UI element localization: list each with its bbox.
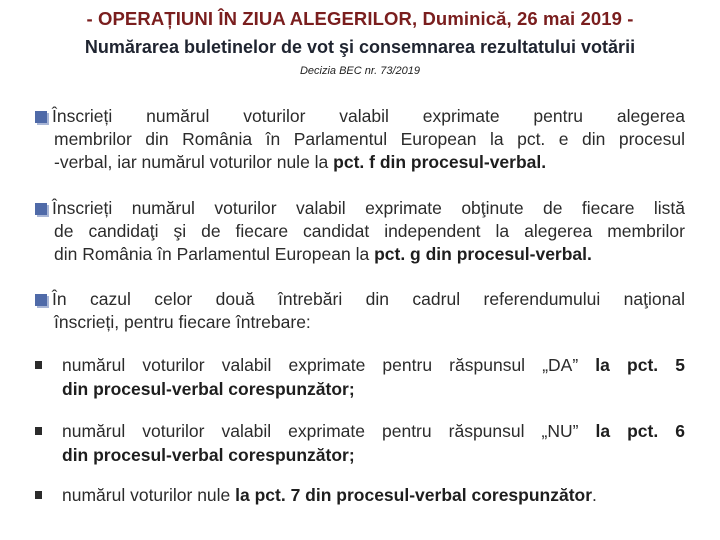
instruction-text-bold: pct. f din procesul-verbal. [333, 152, 547, 172]
instruction-text-bold: din procesul-verbal corespunzător; [62, 379, 355, 399]
instruction-text: din România în Parlamentul European la [54, 244, 375, 264]
square-bullet-icon [35, 491, 42, 499]
instruction-text: numărul voturilor valabil exprimate pentru răspunsul „NU” [62, 421, 596, 441]
instruction-text: Înscrieți numărul voturilor valabil exprimate pentru alegerea [52, 106, 685, 126]
instruction-item-1 [35, 105, 685, 174]
instruction-text-bold: la pct. 7 din procesul-verbal corespunzător [235, 485, 593, 505]
square-bullet-icon [35, 427, 42, 435]
instruction-text: înscrieți, pentru fiecare întrebare: [54, 312, 311, 332]
instruction-text: În cazul celor două întrebări din cadrul referendumului naţional [52, 289, 685, 309]
instruction-item-3 [35, 288, 685, 334]
page-subtitle: Numărarea buletinelor de vot şi consemnarea rezultatului votării [84, 37, 636, 57]
instruction-text: -verbal, iar numărul voturilor nule la [54, 152, 334, 172]
page-title: - OPERAȚIUNI ÎN ZIUA ALEGERILOR, Duminică, 26 mai 2019 - [86, 8, 634, 29]
instruction-text-bold: pct. g din procesul-verbal. [374, 244, 592, 264]
sub-instruction-item-1 [35, 353, 685, 401]
instruction-text: numărul voturilor nule [62, 485, 236, 505]
checkbox-bullet-icon [35, 111, 47, 123]
sub-instruction-item-2 [35, 419, 685, 467]
instruction-text: de candidaţi şi de fiecare candidat independent la alegerea membrilor [54, 221, 685, 241]
square-bullet-icon [35, 361, 42, 369]
instruction-text: . [592, 485, 597, 505]
checkbox-bullet-icon [35, 203, 47, 215]
instruction-text-bold: la pct. 5 [595, 355, 685, 375]
instruction-text: numărul voturilor valabil exprimate pentru răspunsul „DA” [62, 355, 596, 375]
decision-reference: Decizia BEC nr. 73/2019 [299, 65, 421, 77]
instruction-text: membrilor din România în Parlamentul European la pct. e din procesul [54, 129, 685, 149]
instruction-text-bold: din procesul-verbal corespunzător; [62, 445, 355, 465]
instruction-item-2 [35, 197, 685, 266]
instruction-text-bold: la pct. 6 [595, 421, 685, 441]
instruction-text: Înscrieți numărul voturilor valabil exprimate obţinute de fiecare listă [52, 198, 685, 218]
checkbox-bullet-icon [35, 294, 47, 306]
sub-instruction-item-3 [35, 483, 685, 507]
